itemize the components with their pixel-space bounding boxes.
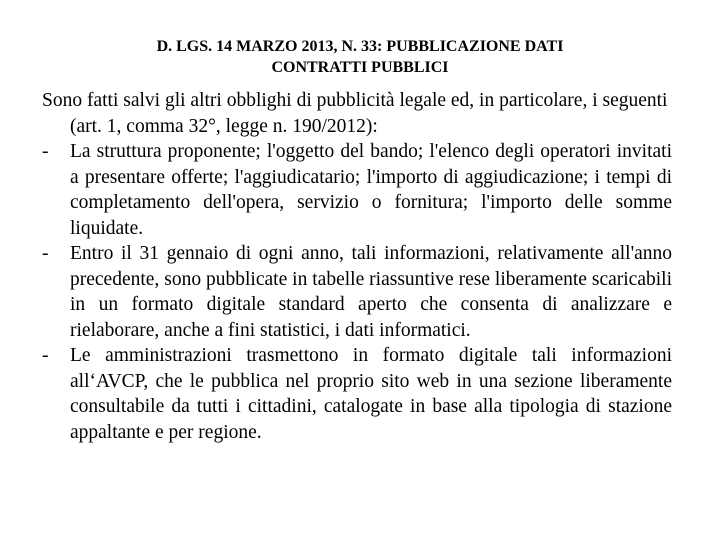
bullet-item	[42, 343, 672, 445]
bullet-text: Le amministrazioni trasmettono in formato digitale tali informazioni all‘AVCP, che le pubblica nel proprio sito web in una sezione liberamente consultabile da tutti i cittadini, catalogate in base alla tipologia di stazione appaltante e per regione.	[70, 345, 672, 443]
bullet-text: La struttura proponente; l'oggetto del bando; l'elenco degli operatori invitati a presentare offerte; l'aggiudicatario; l'importo di aggiudicazione; i tempi di completamento dell'opera, servizio o fornitura; l'importo delle somme liquidate.	[70, 141, 672, 239]
bullet-dash: -	[42, 243, 49, 264]
bullet-list	[42, 139, 672, 445]
bullet-item	[42, 241, 672, 343]
slide-title	[42, 36, 672, 78]
slide-title-line-1: D. LGS. 14 MARZO 2013, N. 33: PUBBLICAZIONE DATI	[156, 38, 564, 55]
bullet-item	[42, 139, 672, 241]
bullet-dash: -	[42, 345, 49, 366]
bullet-text: Entro il 31 gennaio di ogni anno, tali informazioni, relativamente all'anno precedente, sono pubblicate in tabelle riassuntive rese liberamente scaricabili in un formato digitale standard aperto che consenta di analizzare e rielaborare, anche a fini statistici, i dati informatici.	[70, 243, 672, 341]
slide-title-line-2: CONTRATTI PUBBLICI	[271, 59, 449, 76]
bullet-dash: -	[42, 141, 49, 162]
intro-paragraph: Sono fatti salvi gli altri obblighi di pubblicità legale ed, in particolare, i seguenti (art. 1, comma 32°, legge n. 190/2012):	[42, 90, 668, 137]
